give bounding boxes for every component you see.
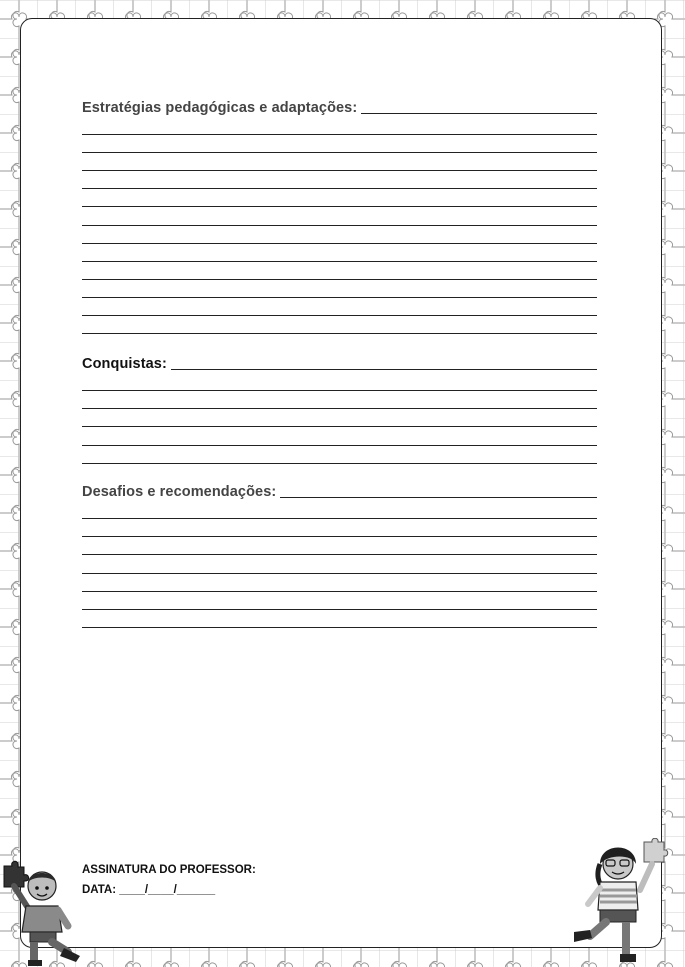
achievements-section-header (82, 356, 597, 372)
strategies-writing-line (82, 333, 597, 334)
boy-illustration (0, 858, 95, 967)
challenges-writing-line (82, 518, 597, 519)
challenges-heading: Desafios e recomendações: (82, 484, 277, 500)
challenges-writing-line (82, 573, 597, 574)
achievements-writing-line (82, 445, 597, 446)
challenges-heading-line (280, 497, 597, 498)
strategies-section-header (82, 100, 597, 116)
strategies-heading: Estratégias pedagógicas e adaptações: (82, 100, 358, 116)
challenges-writing-line (82, 609, 597, 610)
strategies-writing-line (82, 243, 597, 244)
strategies-writing-line (82, 152, 597, 153)
girl-illustration (566, 838, 685, 967)
achievements-writing-line (82, 390, 597, 391)
strategies-writing-line (82, 188, 597, 189)
achievements-writing-line (82, 426, 597, 427)
strategies-writing-line (82, 297, 597, 298)
challenges-writing-line (82, 591, 597, 592)
strategies-writing-line (82, 170, 597, 171)
strategies-writing-line (82, 279, 597, 280)
puzzle-piece-icon (644, 838, 668, 862)
date-label: DATA: ____/____/______ (82, 884, 216, 896)
challenges-writing-line (82, 536, 597, 537)
strategies-writing-line (82, 134, 597, 135)
challenges-writing-line (82, 554, 597, 555)
challenges-writing-line (82, 627, 597, 628)
strategies-writing-line (82, 206, 597, 207)
achievements-heading-line (171, 369, 597, 370)
worksheet-page (20, 18, 662, 948)
achievements-writing-line (82, 463, 597, 464)
strategies-heading-line (361, 113, 597, 114)
achievements-heading: Conquistas: (82, 356, 167, 372)
strategies-writing-line (82, 261, 597, 262)
achievements-writing-line (82, 408, 597, 409)
puzzle-piece-icon (4, 861, 29, 887)
challenges-section-header (82, 484, 597, 500)
strategies-writing-line (82, 315, 597, 316)
teacher-signature-label: ASSINATURA DO PROFESSOR: (82, 864, 256, 876)
strategies-writing-line (82, 225, 597, 226)
